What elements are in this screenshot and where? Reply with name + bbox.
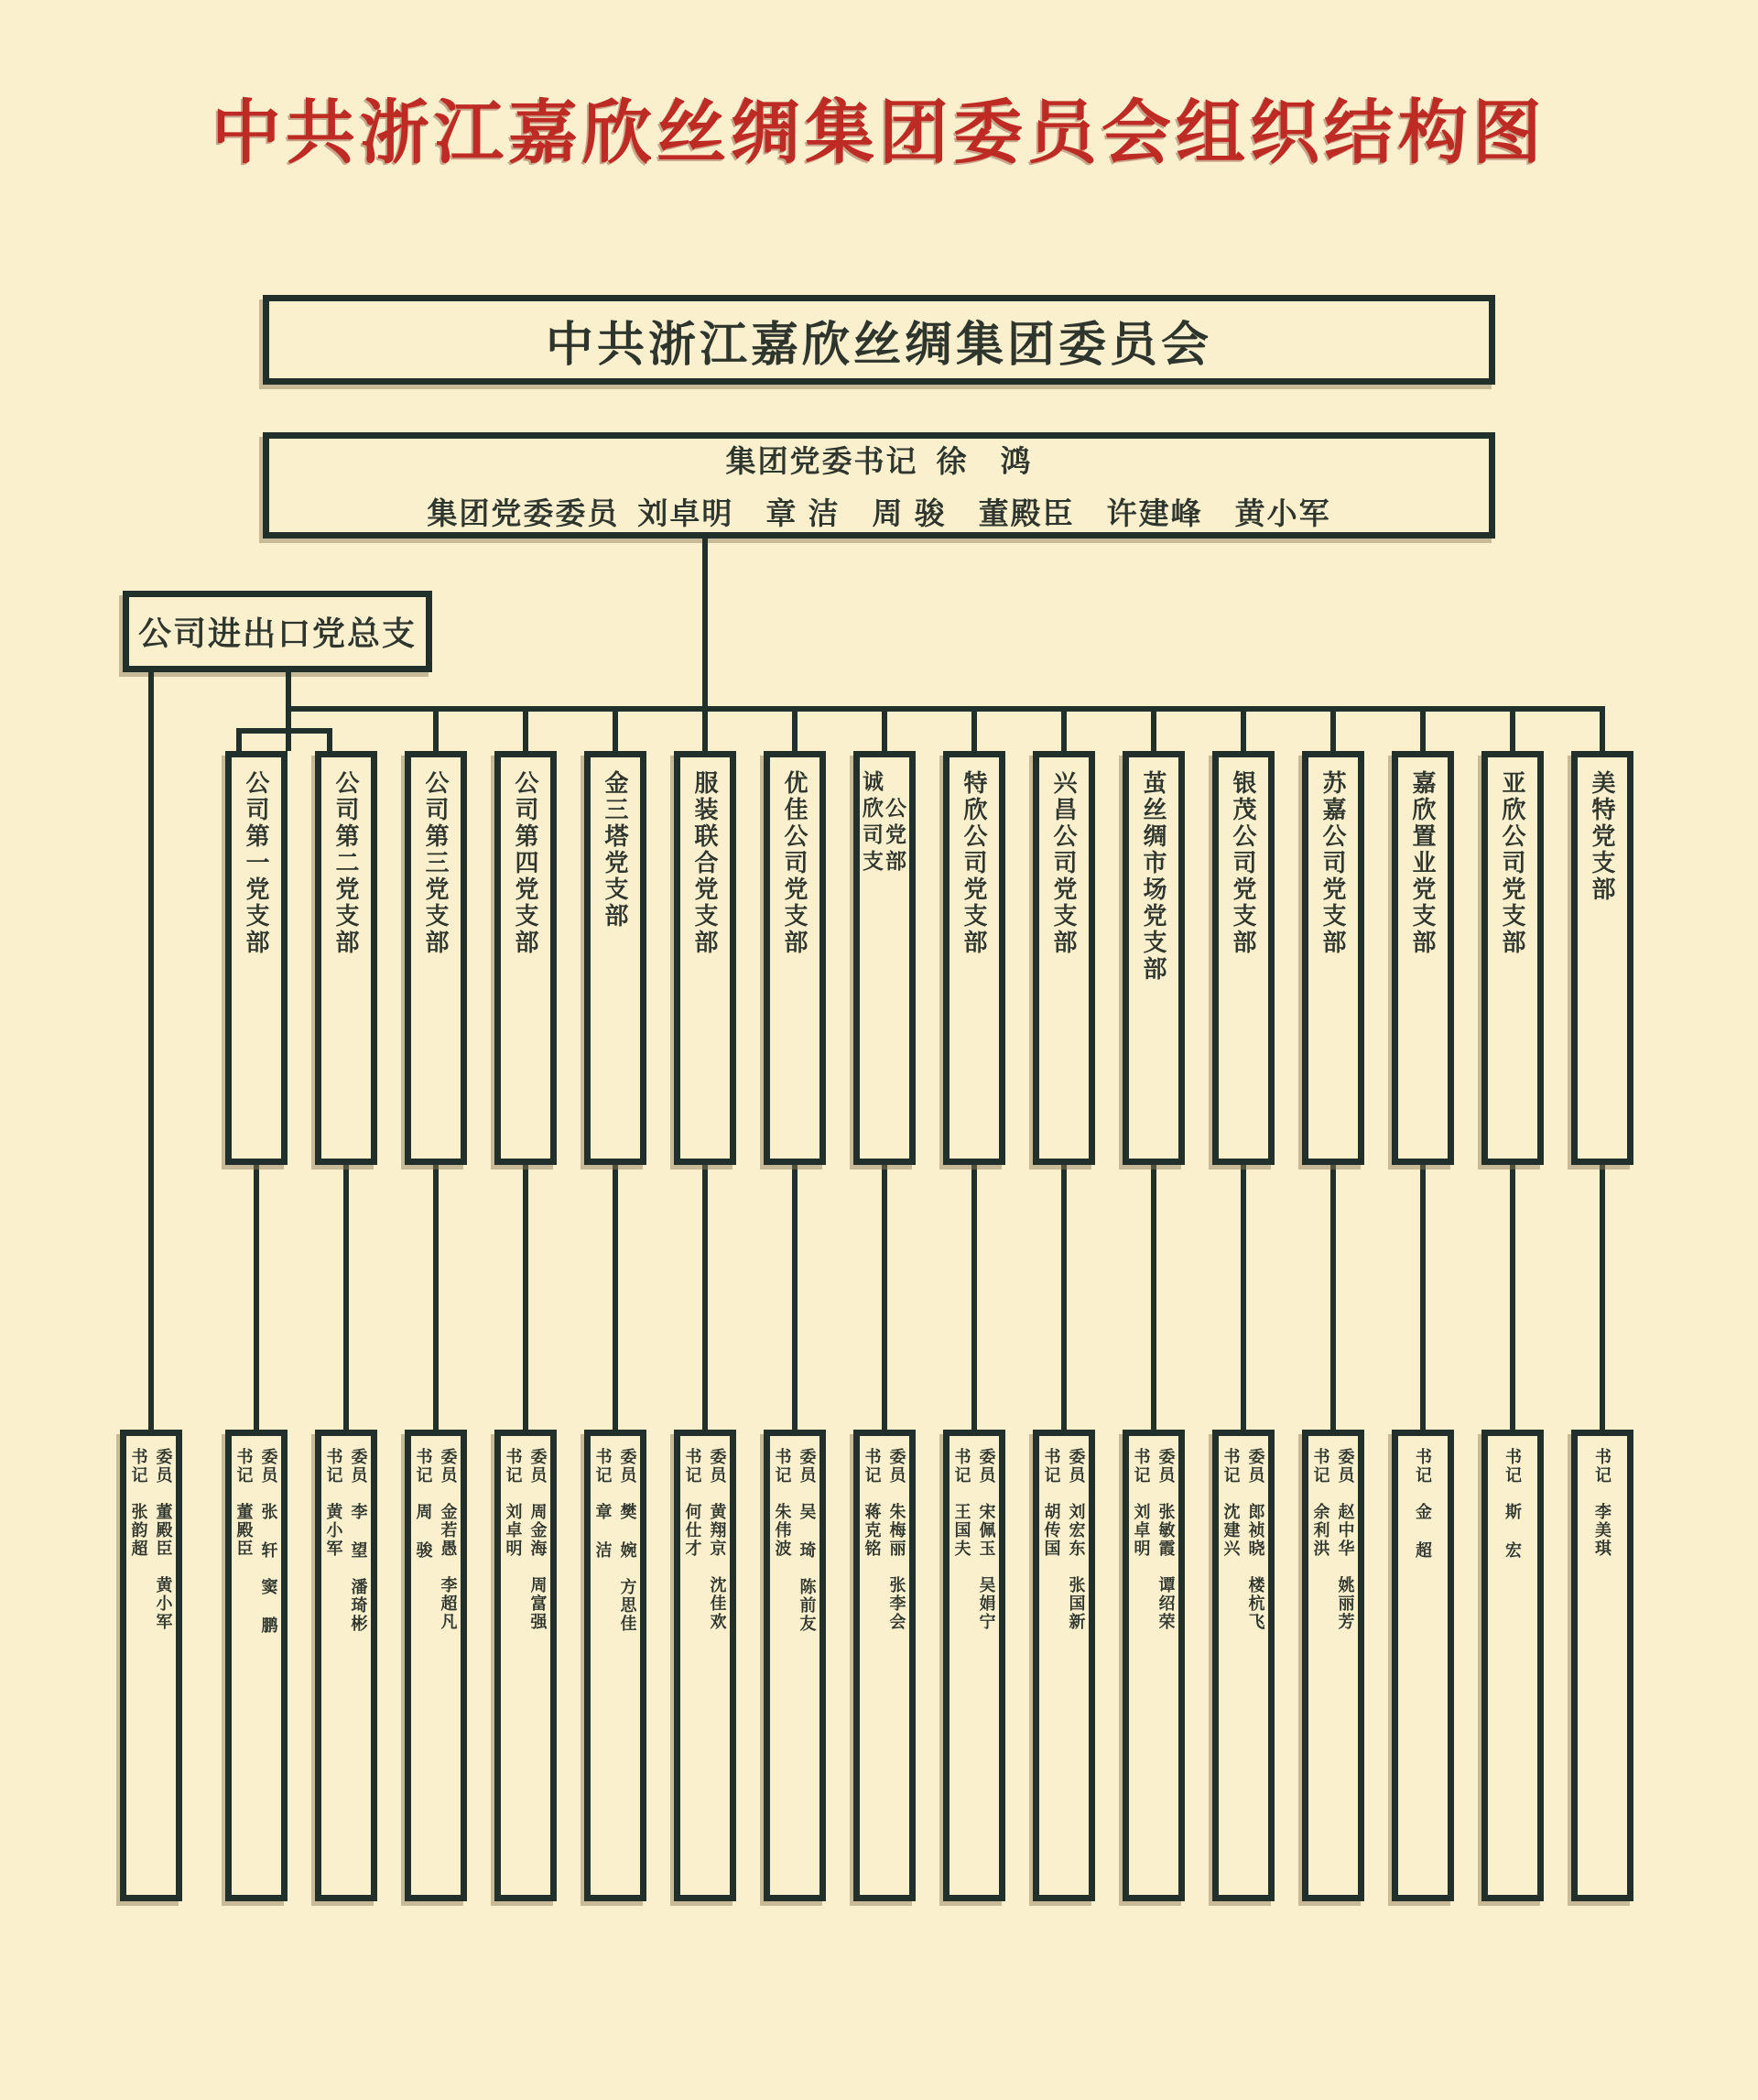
members-column: 委员 金若愚 李超凡: [439, 1448, 458, 1631]
connector-line: [1241, 712, 1246, 751]
connector-line: [236, 728, 332, 734]
branch-committee-box: [584, 1430, 646, 1901]
leadership-box: [263, 432, 1495, 539]
import-export-general-branch-box: 公司进出口党总支: [123, 591, 432, 672]
connector-line: [971, 712, 977, 751]
members-column: 委员 黄翔京 沈佳欢: [708, 1448, 727, 1631]
branch-box: [1481, 751, 1544, 1165]
secretary-column: 书记 章 洁: [593, 1448, 613, 1560]
secretary-column: 书记 金 超: [1414, 1448, 1432, 1560]
branch-name-label: 公司第二党支部: [332, 770, 360, 956]
secretary-column: 书记 董殿臣: [234, 1448, 254, 1558]
branch-name-label: 公司第三党支部: [422, 770, 450, 956]
branch-committee-box: [1571, 1430, 1633, 1901]
connector-line: [236, 734, 242, 751]
connector-line: [1241, 1165, 1246, 1430]
branch-committee-box: [674, 1430, 736, 1901]
members-column: 委员 朱梅丽 张李会: [887, 1448, 906, 1631]
branch-name-label: 美特党支部: [1589, 770, 1616, 903]
connector-line: [613, 712, 618, 751]
secretary-column: 书记 朱伟波: [773, 1448, 792, 1558]
branch-name-label: 特欣公司党支部: [960, 770, 988, 956]
members-column: 委员 刘宏东 张国新: [1067, 1448, 1086, 1631]
branch-committee-box: [494, 1430, 557, 1901]
members-column: 委员 郎祯晓 楼杭飞: [1246, 1448, 1265, 1631]
connector-line: [1061, 1165, 1067, 1430]
members-column: 委员 吴 琦 陈前友: [798, 1448, 817, 1633]
connector-line: [523, 712, 528, 751]
branch-committee-box: [1123, 1430, 1185, 1901]
connector-line: [1151, 1165, 1156, 1430]
branch-name-label: 兴昌公司党支部: [1050, 770, 1078, 956]
branch-name-label: 苏嘉公司党支部: [1319, 770, 1347, 956]
branch-name-label: 公司第四党支部: [512, 770, 539, 956]
connector-line: [1420, 712, 1426, 751]
connector-line: [286, 706, 1605, 712]
connector-line: [327, 734, 332, 751]
branch-name-label: 诚 欣 公 司 党 支 部: [863, 769, 906, 873]
connector-line: [523, 1165, 528, 1430]
branch-box: [1033, 751, 1095, 1165]
connector-line: [433, 712, 439, 751]
branch-box: [315, 751, 377, 1165]
members-column: 委员 赵中华 姚丽芳: [1336, 1448, 1355, 1631]
branch-committee-box: [120, 1430, 182, 1901]
connector-line: [1151, 712, 1156, 751]
secretary-column: 书记 黄小军: [324, 1448, 343, 1558]
branch-box: [674, 751, 736, 1165]
branch-committee-box: [1033, 1430, 1095, 1901]
connector-line: [792, 1165, 798, 1430]
connector-line: [792, 712, 798, 751]
connector-line: [1061, 712, 1067, 751]
branch-name-label: 亚欣公司党支部: [1499, 770, 1526, 956]
connector-line: [702, 712, 708, 751]
branch-box: [1392, 751, 1454, 1165]
secretary-column: 书记 沈建兴: [1221, 1448, 1241, 1558]
connector-line: [702, 1165, 708, 1430]
connector-line: [433, 1165, 439, 1430]
connector-line: [971, 1165, 977, 1430]
members-column: 委员 樊 婉 方思佳: [618, 1448, 637, 1633]
branch-box: [405, 751, 467, 1165]
branch-box: [853, 751, 916, 1165]
branch-committee-box: [943, 1430, 1005, 1901]
group-secretary-name: 徐 鸿: [936, 444, 1033, 478]
members-column: 委员 周金海 周富强: [528, 1448, 548, 1631]
branch-committee-box: [1212, 1430, 1275, 1901]
secretary-column: 书记 斯 宏: [1503, 1448, 1522, 1560]
branch-name-label: 银茂公司党支部: [1230, 770, 1257, 956]
connector-line: [1600, 1165, 1605, 1430]
connector-line: [613, 1165, 618, 1430]
secretary-column: 书记 刘卓明: [504, 1448, 523, 1558]
branch-name-label: 公司第一党支部: [243, 770, 270, 956]
connector-line: [1510, 1165, 1515, 1430]
connector-line: [1330, 712, 1336, 751]
secretary-column: 书记 张韵超: [129, 1448, 148, 1558]
connector-line: [702, 539, 708, 706]
group-members-line: [427, 490, 1330, 533]
secretary-column: 书记 王国夫: [952, 1448, 971, 1558]
branch-box: [584, 751, 646, 1165]
secretary-column: 书记 李美琪: [1593, 1448, 1612, 1558]
connector-line: [254, 1165, 259, 1430]
secretary-column: 书记 胡传国: [1042, 1448, 1061, 1558]
group-members-role: 集团党委委员: [427, 496, 620, 530]
members-column: 委员 李 望 潘琦彬: [349, 1448, 368, 1633]
connector-line: [882, 712, 887, 751]
branch-committee-box: [1302, 1430, 1364, 1901]
branch-name-label: 优佳公司党支部: [781, 770, 808, 956]
branch-box: [494, 751, 557, 1165]
connector-line: [343, 1165, 349, 1430]
branch-name-label: 服装联合党支部: [691, 770, 719, 956]
connector-line: [1330, 1165, 1336, 1430]
page-title: 中共浙江嘉欣丝绸集团委员会组织结构图: [212, 94, 1546, 172]
branch-committee-box: [315, 1430, 377, 1901]
members-column: 委员 张 轩 窦 鹏: [259, 1448, 278, 1635]
committee-box: 中共浙江嘉欣丝绸集团委员会: [263, 295, 1495, 385]
connector-line: [286, 672, 291, 751]
connector-line: [1510, 712, 1515, 751]
connector-line: [148, 672, 154, 1430]
branch-committee-box: [405, 1430, 467, 1901]
branch-box: [1571, 751, 1633, 1165]
branch-committee-box: [1481, 1430, 1544, 1901]
branch-committee-box: [1392, 1430, 1454, 1901]
secretary-column: 书记 何仕才: [683, 1448, 702, 1558]
group-secretary-role: 集团党委书记: [725, 444, 918, 478]
branch-name-label: 茧丝绸市场党支部: [1140, 770, 1167, 983]
group-secretary-line: [726, 438, 1033, 481]
group-members-names: 刘卓明 章 洁 周 骏 董殿臣 许建峰 黄小军: [637, 496, 1331, 530]
members-column: 委员 宋佩玉 吴娟宁: [977, 1448, 996, 1631]
branch-box: [1123, 751, 1185, 1165]
branch-committee-box: [225, 1430, 288, 1901]
branch-box: [1302, 751, 1364, 1165]
secretary-column: 书记 周 骏: [414, 1448, 433, 1560]
branch-box: [1212, 751, 1275, 1165]
branch-name-label: 嘉欣置业党支部: [1409, 770, 1437, 956]
branch-committee-box: [764, 1430, 826, 1901]
members-column: 委员 董殿臣 黄小军: [154, 1448, 173, 1631]
secretary-column: 书记 刘卓明: [1132, 1448, 1151, 1558]
branch-box: [764, 751, 826, 1165]
secretary-column: 书记 蒋克铭: [863, 1448, 882, 1558]
branch-name-label: 金三塔党支部: [602, 770, 629, 930]
branch-committee-box: [853, 1430, 916, 1901]
connector-line: [1420, 1165, 1426, 1430]
members-column: 委员 张敏霞 谭绍荣: [1156, 1448, 1176, 1631]
connector-line: [1600, 712, 1605, 751]
secretary-column: 书记 余利洪: [1311, 1448, 1330, 1558]
branch-box: [225, 751, 288, 1165]
branch-box: [943, 751, 1005, 1165]
connector-line: [882, 1165, 887, 1430]
